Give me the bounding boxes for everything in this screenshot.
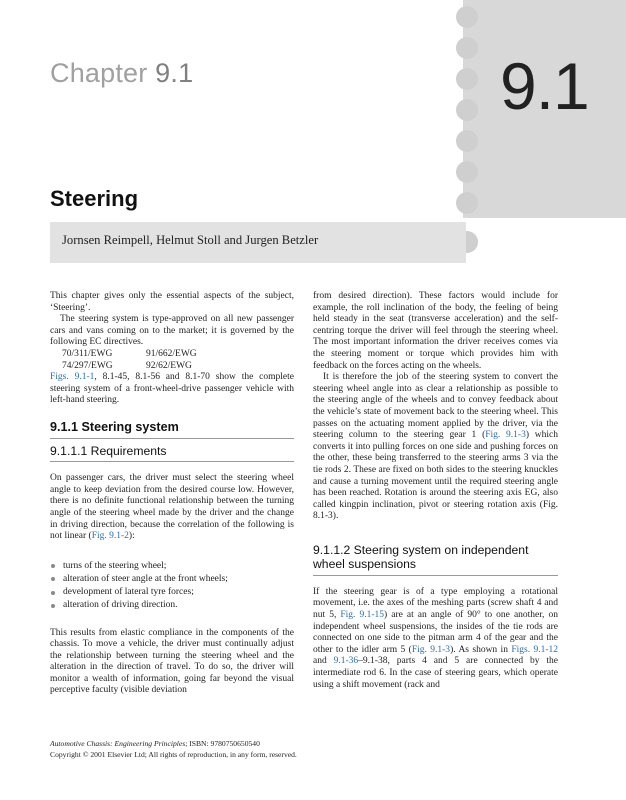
list-item: alteration of steer angle at the front wheels;	[50, 573, 294, 586]
figure-link[interactable]: 9.1-36	[333, 656, 359, 667]
figure-link[interactable]: Figs. 9.1-1	[50, 372, 95, 383]
results-paragraph: This results from elastic compliance in the components of the chassis. To move a vehicle, the driver must continually adjust the relationship between turning the steering wheel and the alteration in the direction of travel. To do so, the driver will monitor a wealth of information, going far beyond the visual perceptive faculty (visible deviation	[50, 627, 294, 696]
continuation-paragraph: from desired direction). These factors would include for example, the roll inclination of the body, the feeling of being held steady in the seat (transverse acceleration) and the self-centring torque the driver will feel through the steering wheel. The most important information the driver receives comes via the steering moment or torque which provides him with feedback on the forces acting on the wheels.	[313, 291, 558, 371]
figure-link[interactable]: Fig. 9.1-3	[485, 430, 526, 441]
directive: 74/297/EWG	[62, 360, 113, 371]
directive: 91/662/EWG	[146, 348, 197, 359]
figure-link[interactable]: Fig. 9.1-3	[411, 644, 451, 655]
directive: 92/62/EWG	[146, 360, 192, 371]
subsection-heading: 9.1.1.1 Requirements	[50, 443, 167, 458]
chapter-label: Chapter 9.1	[50, 58, 194, 88]
left-column	[50, 291, 294, 697]
intro-paragraph: This chapter gives only the essential aspects of the subject, ‘Steering’.	[50, 291, 294, 313]
decorative-dot	[456, 192, 478, 214]
list-item: turns of the steering wheel;	[50, 560, 294, 573]
decorative-dot	[456, 99, 478, 121]
directive-list	[50, 349, 294, 372]
heading-rule	[50, 461, 294, 462]
list-item: alteration of driving direction.	[50, 599, 294, 612]
book-citation: Automotive Chassis: Engineering Principles; ISBN: 9780750650540	[50, 739, 260, 748]
figures-paragraph: Figs. 9.1-1, 8.1-45, 8.1-56 and 8.1-70 show the complete steering system of a front-wheel-drive passenger vehicle with left-hand steering.	[50, 372, 294, 406]
requirements-paragraph: On passenger cars, the driver must select the steering wheel angle to keep deviation from the desired course low. However, there is no definite functional relationship between the turning angle of the steering wheel made by the driver and the change in driving direction, because the correlation of the following is not linear (Fig. 9.1-2):	[50, 473, 294, 542]
intro-paragraph: The steering system is type-approved on all new passenger cars and vans coming on to the market; it is governed by the following EC directives.	[50, 314, 294, 348]
authors: Jornsen Reimpell, Helmut Stoll and Jurgen Betzler	[62, 233, 319, 247]
decorative-dot	[456, 68, 478, 90]
copyright-notice: Copyright © 2001 Elsevier Ltd; All rights of reproduction, in any form, reserved.	[50, 750, 297, 759]
page-footer	[50, 738, 297, 760]
decorative-dot	[456, 6, 478, 28]
heading-rule	[50, 438, 294, 439]
list-item: development of lateral tyre forces;	[50, 586, 294, 599]
page-title: Steering	[50, 186, 139, 211]
bullet-list	[50, 560, 294, 613]
figure-link[interactable]: Figs. 9.1-12	[511, 644, 558, 655]
steering-job-paragraph: It is therefore the job of the steering system to convert the steering wheel angle into as clear a relationship as possible to the steering angle of the wheels and to convey feedback about the vehicle’s state of movement back to the steering wheel. This passes on the actuating moment applied by the driver, via the steering column to the steering gear 1 (Fig. 9.1-3) which converts it into pulling forces on one side and pushing forces on the other, these being transferred to the steering arms 3 via the tie rods 2. These are fixed on both sides to the steering knuckles and cause a turning movement until the required steering angle has been reached. Rotation is around the steering axis EG, also called kingpin inclination, pivot or steering rotation axis (Fig. 8.1-3).	[313, 372, 558, 522]
section-heading: 9.1.1 Steering system	[50, 419, 179, 434]
chapter-number-large: 9.1	[500, 49, 589, 123]
heading-rule	[313, 575, 558, 576]
directive: 70/311/EWG	[62, 348, 113, 359]
decorative-dot	[456, 37, 478, 59]
figure-link[interactable]: Fig. 9.1-15	[340, 610, 385, 621]
figure-link[interactable]: Fig. 9.1-2	[91, 531, 129, 542]
decorative-dot	[456, 130, 478, 152]
independent-suspension-paragraph: If the steering gear is of a type employing a rotational movement, i.e. the axes of the meshing parts (screw shaft 4 and nut 5, Fig. 9.1-15) are at an angle of 90° to one another, on independent wheel suspensions, the insides of the tie rods are connected on one side to the pitman arm 4 of the gear and the other to the idler arm 5 (Fig. 9.1-3). As shown in Figs. 9.1-12 and 9.1-36–9.1-38, parts 4 and 5 are connected by the intermediate rod 6. In the case of steering gears, which operate using a shift movement (rack and	[313, 586, 558, 690]
right-column	[313, 291, 558, 691]
decorative-dot	[456, 161, 478, 183]
subsection-heading: 9.1.1.2 Steering system on independent wheel suspensions	[313, 542, 529, 571]
